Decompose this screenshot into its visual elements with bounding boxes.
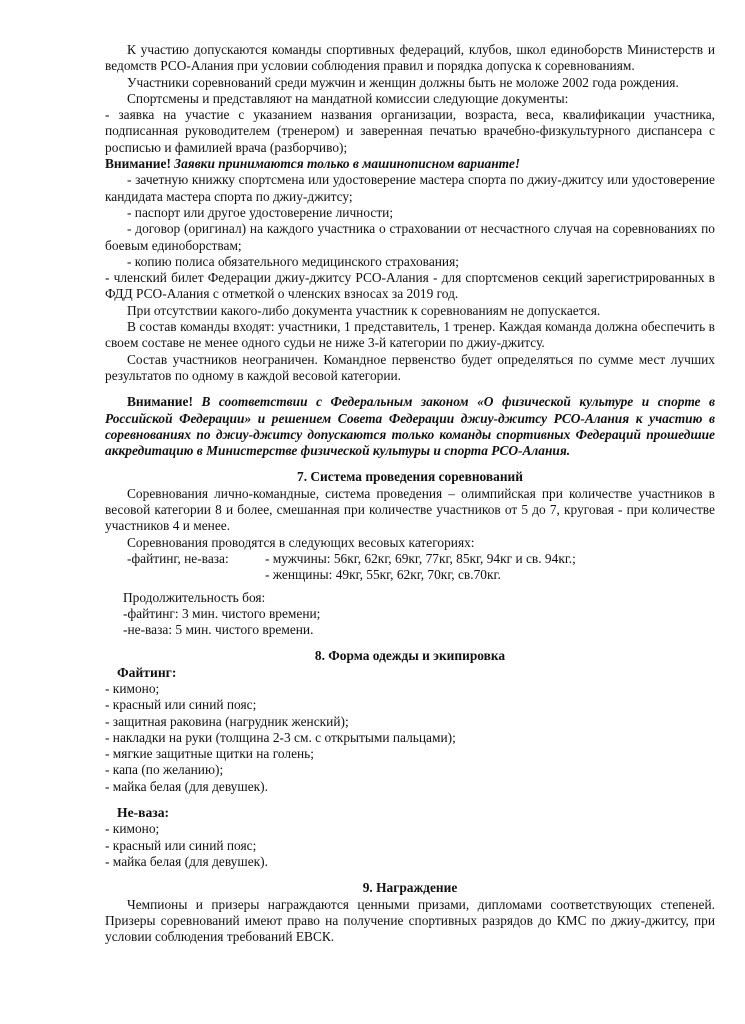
application-paragraph: - заявка на участие с указанием названия организации, возраста, веса, квалификации участника, подписанная руководителем (тренером) и заверенная печатью врачебно-физкультурного диспансера с росписью и фамилией врача (разборчиво); <box>105 107 715 155</box>
age-paragraph: Участники соревнований среди мужчин и женщин должны быть не моложе 2002 года рождения. <box>127 74 679 90</box>
weights-label: -файтинг, не-ваза: <box>127 550 229 566</box>
list-item: - майка белая (для девушек). <box>105 778 268 794</box>
attention-label: Внимание! <box>105 156 171 172</box>
list-item: - капа (по желанию); <box>105 762 224 778</box>
awards-paragraph: Чемпионы и призеры награждаются ценными призами, дипломами соответствующих степеней. Призеры соревнований имеют право на получение спортивных разрядов до КМС по джиу-джитсу, при условии соблюдения требований ЕВСК. <box>105 896 715 945</box>
weights-intro: Соревнования проводятся в следующих весовых категориях: <box>127 534 475 550</box>
policy-paragraph: - копию полиса обязательного медицинского страхования; <box>127 253 459 269</box>
section-8-title: 8. Форма одежды и экипировка <box>314 648 506 664</box>
weights-men: - мужчины: 56кг, 62кг, 69кг, 77кг, 85кг, 94кг и св. 94кг.; <box>265 550 576 566</box>
document-page <box>105 42 715 945</box>
contract-paragraph: - договор (оригинал) на каждого участника о страховании от несчастного случая на соревнованиях по боевым единоборствам; <box>105 221 715 253</box>
weights-men-row <box>105 551 715 567</box>
attention-text: В соответствии с Федеральным законом «О физической культуре и спорте в Российской Федерации» и решением Совета Федерации джиу-джитсу РСО-Алания к участию в соревнованиях по джиу-джитсу допускаются только команды спортивных Федераций прошедшие аккредитацию в Министерстве физической культуры и спорта РСО-Алания. <box>105 394 716 459</box>
attention-note-2 <box>105 394 715 459</box>
list-item: - красный или синий пояс; <box>105 697 257 713</box>
absence-paragraph: При отсутствии какого-либо документа участник к соревнованиям не допускается. <box>127 302 601 318</box>
list-item: - кимоно; <box>105 680 160 696</box>
list-item: - защитная раковина (нагрудник женский); <box>105 713 349 729</box>
list-item: - майка белая (для девушек). <box>105 853 268 869</box>
fighting-list <box>105 681 715 795</box>
attention-text: Заявки принимаются только в машинописном варианте! <box>174 156 521 172</box>
passport-paragraph: - паспорт или другое удостоверение личности; <box>127 204 394 220</box>
composition-paragraph: Состав участников неограничен. Командное первенство будет определяться по сумме мест лучших результатов по одному в каждой весовой категории. <box>105 351 715 383</box>
weights-women: - женщины: 49кг, 55кг, 62кг, 70кг, св.70кг. <box>265 567 501 583</box>
newaza-title: Не-ваза: <box>117 805 170 821</box>
duration-block <box>105 590 715 639</box>
section-7-title: 7. Система проведения соревнований <box>297 469 523 485</box>
system-paragraph: Соревнования лично-командные, система проведения – олимпийская при количестве участников в весовой категории 8 и более, смешанная при количестве участников от 5 до 7, круговая - при количестве участников 4 и менее. <box>105 485 715 534</box>
team-paragraph: В состав команды входят: участники, 1 представитель, 1 тренер. Каждая команда должна обеспечить в своем составе не менее одного судьи не ниже 3-й категории по джиу-джитсу. <box>105 319 715 351</box>
newaza-list <box>105 821 715 870</box>
membership-paragraph: - членский билет Федерации джиу-джитсу РСО-Алания - для спортсменов секций зарегистрированных в ФДД РСО-Алания с отметкой о членских взносах за 2019 год. <box>105 270 715 302</box>
list-item: - кимоно; <box>105 821 160 837</box>
docs-intro-paragraph: Спортсмены и представляют на мандатной комиссии следующие документы: <box>127 90 569 106</box>
list-item: - красный или синий пояс; <box>105 837 257 853</box>
attention-note-1 <box>105 156 715 172</box>
weights-women-row <box>105 567 715 583</box>
book-paragraph: - зачетную книжку спортсмена или удостоверение мастера спорта по джиу-джитсу или удостоверение кандидата мастера спорта по джиу-джитсу; <box>105 172 715 204</box>
admission-paragraph: К участию допускаются команды спортивных федераций, клубов, школ единоборств Министерств и ведомств РСО-Алания при условии соблюдения правил и порядка допуска к соревнованиям. <box>105 42 715 74</box>
duration-fighting: -файтинг: 3 мин. чистого времени; <box>123 605 321 621</box>
duration-newaza: -не-ваза: 5 мин. чистого времени. <box>123 622 314 638</box>
section-9-title: 9. Награждение <box>362 880 458 896</box>
list-item: - накладки на руки (толщина 2-3 см. с открытыми пальцами); <box>105 729 456 745</box>
list-item: - мягкие защитные щитки на голень; <box>105 746 315 762</box>
attention-label: Внимание! <box>127 394 193 410</box>
fighting-title: Файтинг: <box>117 664 177 680</box>
duration-title: Продолжительность боя: <box>123 589 266 605</box>
